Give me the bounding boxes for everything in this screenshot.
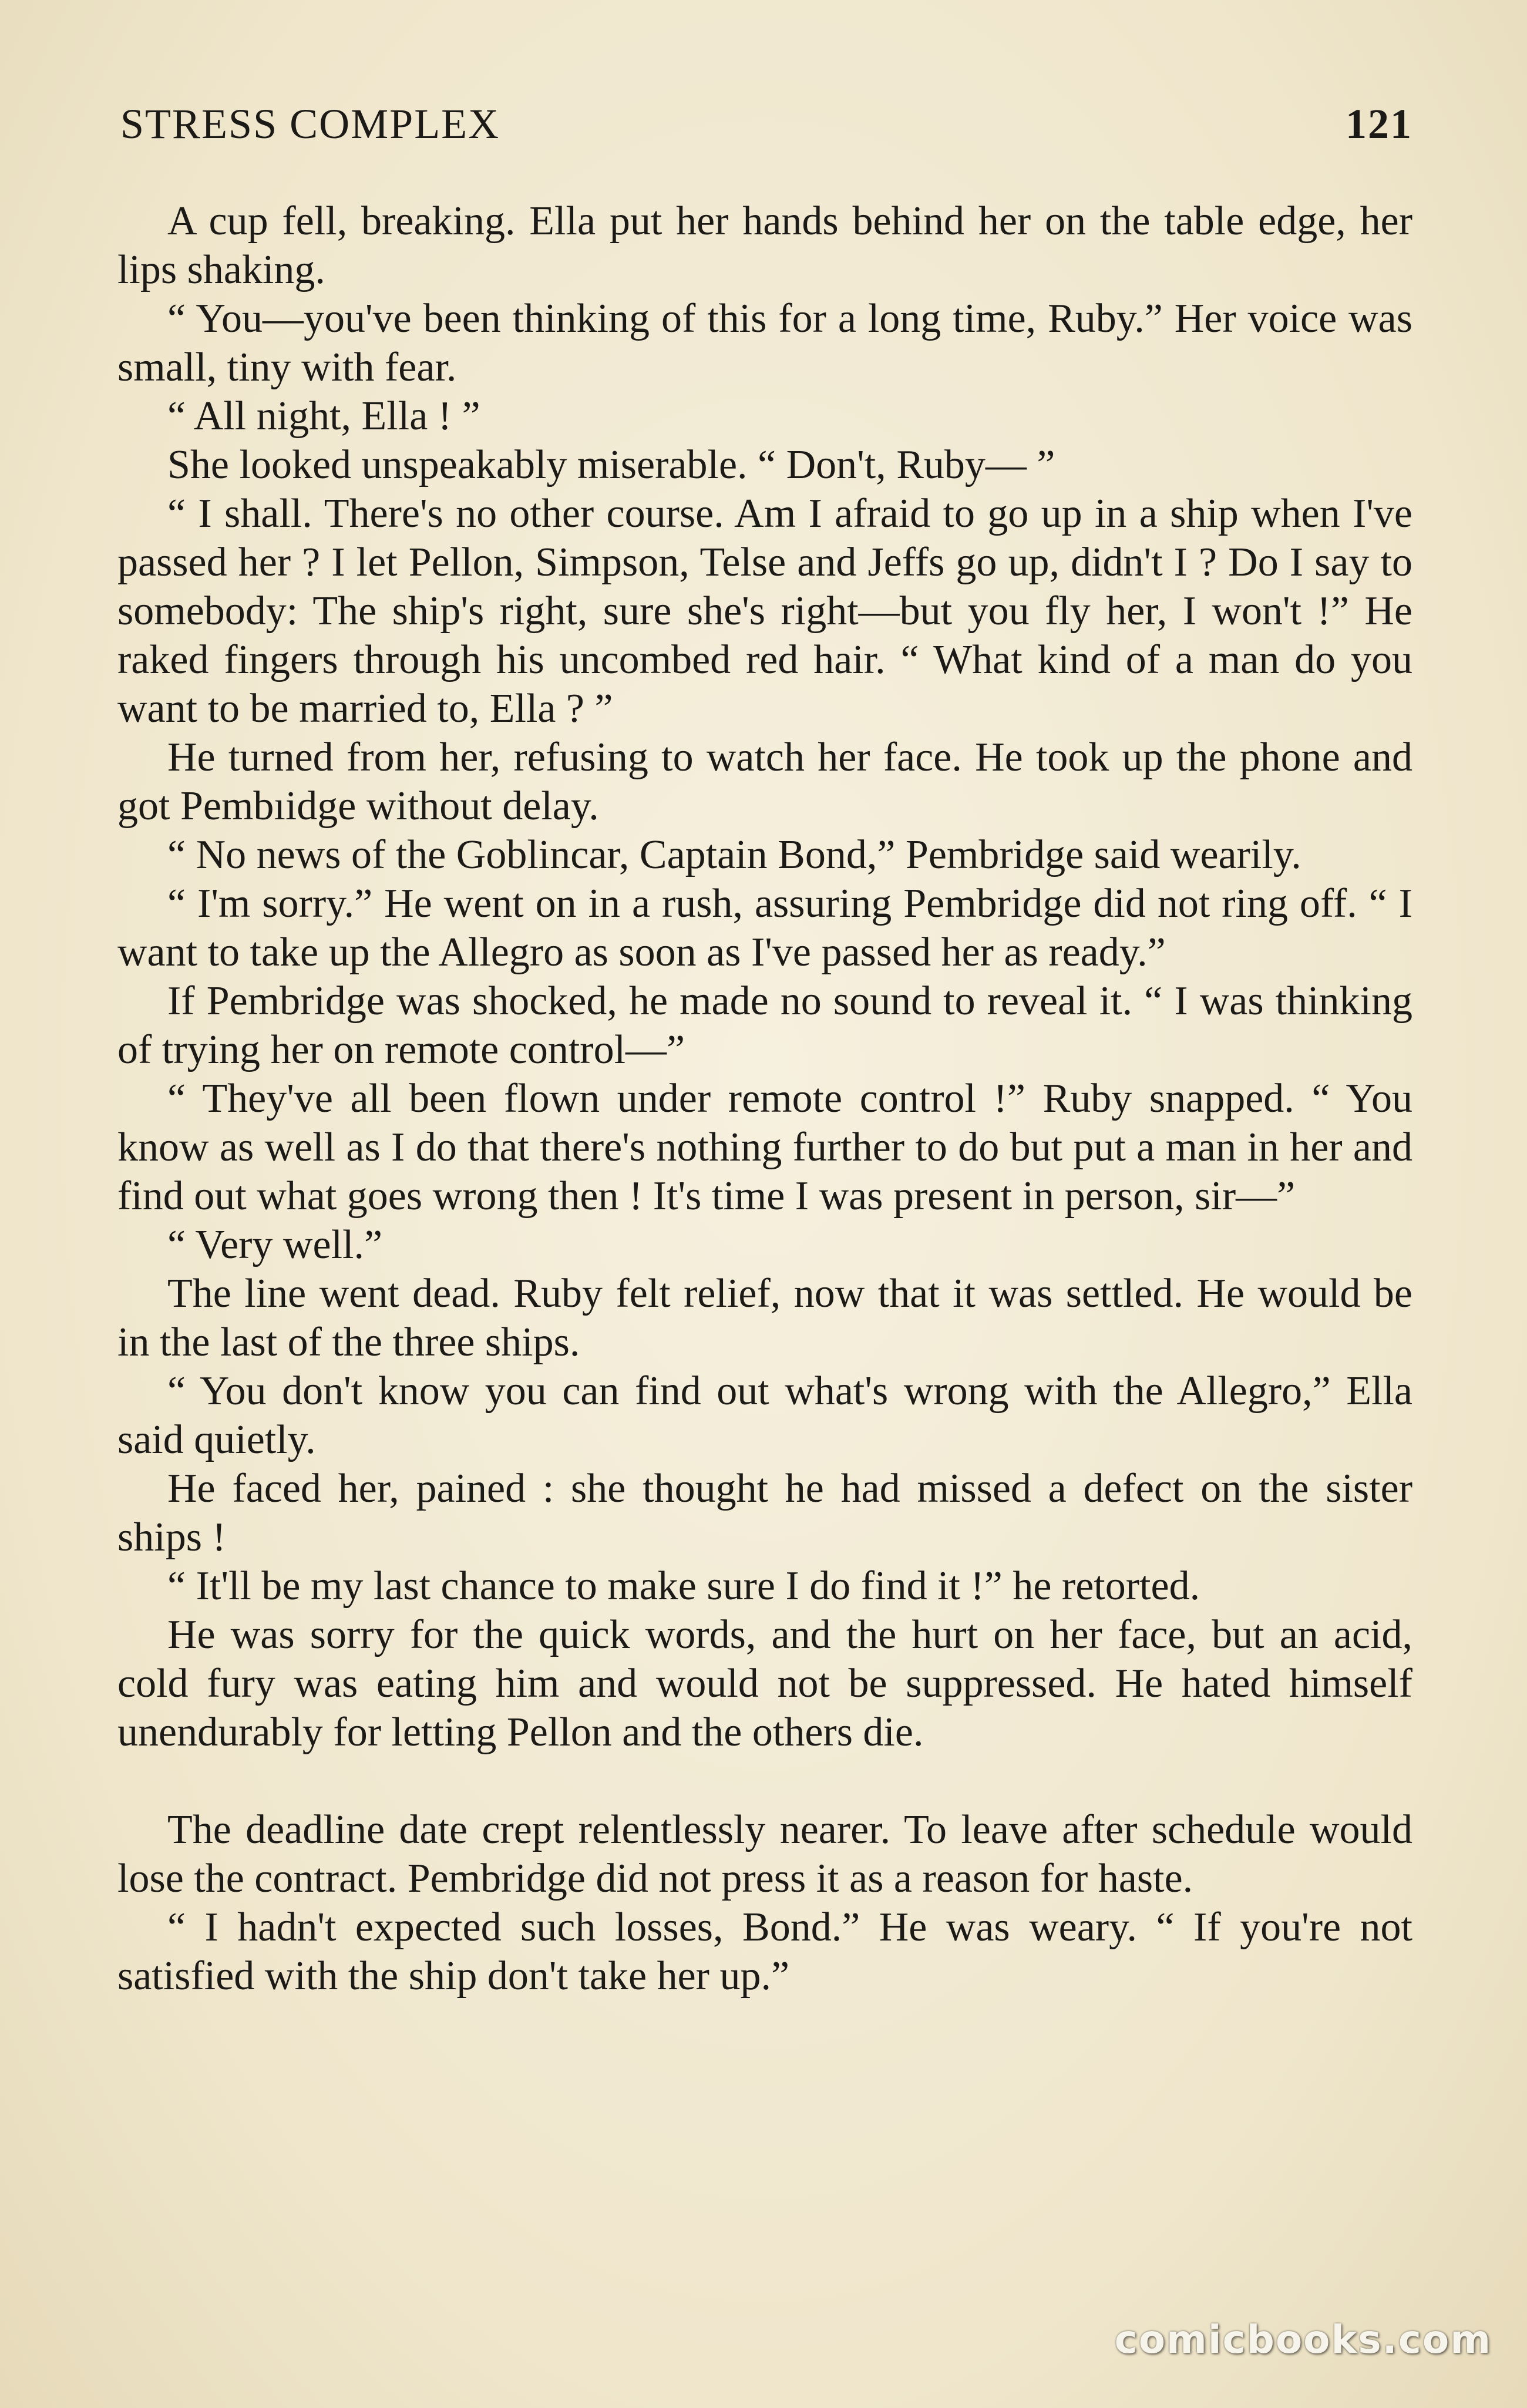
paragraph: “ Very well.”: [167, 1222, 383, 1267]
page-number: 121: [1346, 100, 1412, 147]
paragraph: He faced her, pained : she thought he had missed a defect on the sister ships !: [117, 1466, 1412, 1560]
paragraph: “ I hadn't expected such losses, Bond.” He was weary. “ If you're not satisfied with the ship don't take her up.”: [117, 1905, 1412, 1999]
paragraph: “ You don't know you can find out what's wrong with the Allegro,” Ella said quietly.: [117, 1368, 1412, 1462]
paragraph: “ You—you've been thinking of this for a long time, Ruby.” Her voice was small, tiny with fear.: [117, 296, 1412, 390]
paragraph: He was sorry for the quick words, and the hurt on her face, but an acid, cold fury was eating him and would not be suppressed. He hated himself unendurably for letting Pellon and the others die.: [117, 1612, 1412, 1755]
page-header: [120, 100, 1412, 159]
paragraph: “ All night, Ella ! ”: [167, 394, 480, 439]
paragraph: “ I'm sorry.” He went on in a rush, assuring Pembridge did not ring off. “ I want to take up the Allegro as soon as I've passed her as ready.”: [117, 881, 1412, 975]
paragraph: He turned from her, refusing to watch her face. He took up the phone and got Pembıidge without delay.: [117, 735, 1412, 829]
paragraph: “ No news of the Goblincar, Captain Bond,” Pembridge said wearily.: [167, 832, 1301, 877]
page-body: [117, 197, 1412, 2000]
watermark: comicbooks.com: [1114, 2317, 1492, 2362]
paragraph: She looked unspeakably miserable. “ Don't, Ruby— ”: [167, 442, 1055, 487]
paragraph: The line went dead. Ruby felt relief, now that it was settled. He would be in the last of the three ships.: [117, 1271, 1412, 1365]
paragraph: “ They've all been flown under remote control !” Ruby snapped. “ You know as well as I do that there's nothing further to do but put a man in her and find out what goes wrong then ! It's time I was present in person, sir—”: [117, 1076, 1412, 1219]
paragraph: “ I shall. There's no other course. Am I afraid to go up in a ship when I've passed her ? I let Pellon, Simpson, Telse and Jeffs go up, didn't I ? Do I say to somebody: The ship's right, sure she's right—but you fly her, I won't !” He raked fingers through his uncombed red hair. “ What kind of a man do you want to be married to, Ella ? ”: [117, 491, 1412, 731]
paragraph: “ It'll be my last chance to make sure I do find it !” he retorted.: [167, 1563, 1200, 1609]
paragraph: If Pembridge was shocked, he made no sound to reveal it. “ I was thinking of trying her on remote control—”: [117, 978, 1412, 1072]
paragraph: The deadline date crept relentlessly nearer. To leave after schedule would lose the contract. Pembridge did not press it as a reason for haste.: [117, 1807, 1412, 1901]
paragraph: A cup fell, breaking. Ella put her hands behind her on the table edge, her lips shaking.: [117, 199, 1412, 292]
running-title: STRESS COMPLEX: [120, 100, 500, 147]
